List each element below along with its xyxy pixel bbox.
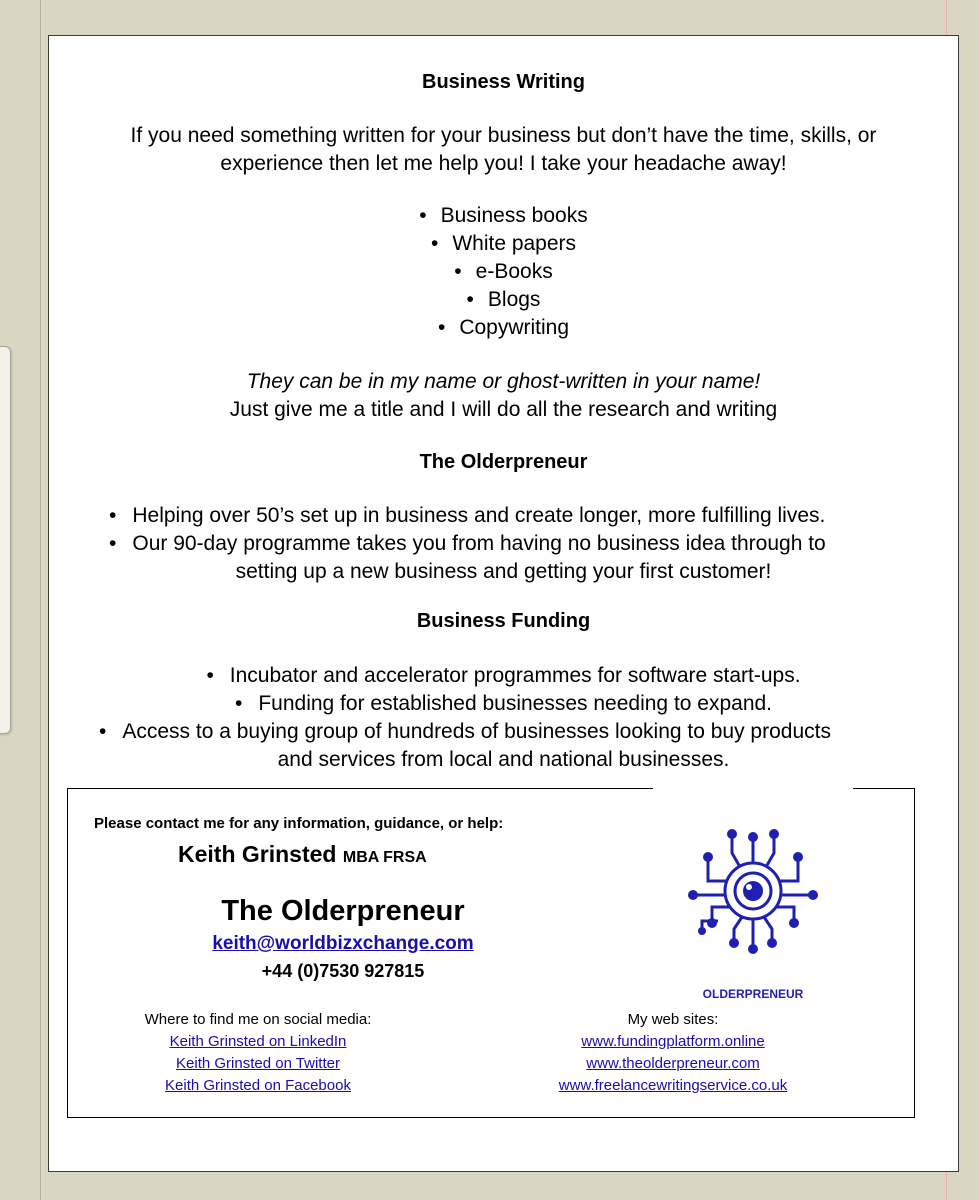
social-header: Where to find me on social media: <box>144 1011 372 1028</box>
list-item: • Helping over 50’s set up in business and create longer, more fulfilling lives. <box>109 504 826 527</box>
twitter-link[interactable]: Keith Grinsted on Twitter <box>176 1055 340 1072</box>
page-margin-left <box>40 0 41 1200</box>
list-item: • Incubator and accelerator programmes for software start-ups. <box>206 664 801 687</box>
freelancewriting-link[interactable]: www.freelancewritingservice.co.uk <box>558 1077 788 1094</box>
linkedin-link[interactable]: Keith Grinsted on LinkedIn <box>169 1033 347 1050</box>
section-title-business-writing: Business Writing <box>422 71 585 93</box>
ghostwriting-note <box>49 368 958 424</box>
contact-name: Keith Grinsted <box>178 841 337 867</box>
list-item: • Access to a buying group of hundreds of businesses looking to buy products <box>99 720 831 743</box>
contact-name-line <box>178 841 427 868</box>
document-page <box>48 35 959 1172</box>
contact-intro: Please contact me for any information, guidance, or help: <box>94 815 504 832</box>
note-plain: Just give me a title and I will do all the research and writing <box>229 398 778 421</box>
side-panel-tab[interactable] <box>0 346 11 734</box>
list-item: • White papers <box>430 232 577 255</box>
brand-name: The Olderpreneur <box>221 895 465 927</box>
list-item: • Blogs <box>466 288 541 311</box>
web-header: My web sites: <box>627 1011 719 1028</box>
fundingplatform-link[interactable]: www.fundingplatform.online <box>581 1033 765 1050</box>
list-item: • Business books <box>419 204 588 227</box>
intro-line-1: If you need something written for your business but don’t have the time, skills, or <box>130 124 877 147</box>
email-link[interactable]: keith@worldbizxchange.com <box>212 933 474 954</box>
facebook-link[interactable]: Keith Grinsted on Facebook <box>165 1077 351 1094</box>
olderpreneur-bullet2-cont: setting up a new business and getting your first customer! <box>235 560 772 583</box>
contact-credentials: MBA FRSA <box>342 849 427 866</box>
olderpreneur-site-link[interactable]: www.theolderpreneur.com <box>586 1055 760 1072</box>
section-title-funding: Business Funding <box>416 610 591 632</box>
web-sites-column <box>523 1009 823 1097</box>
intro-paragraph <box>49 122 958 178</box>
funding-bullet3-cont: and services from local and national businesses. <box>277 748 730 771</box>
list-item: • e-Books <box>454 260 553 283</box>
contact-box <box>67 788 915 1118</box>
list-item: • Copywriting <box>437 316 570 339</box>
box-border-gap <box>653 787 853 791</box>
logo-text: OLDERPRENEUR <box>702 987 804 1001</box>
phone-number: +44 (0)7530 927815 <box>261 961 425 981</box>
intro-line-2: experience then let me help you! I take your headache away! <box>220 152 787 175</box>
services-list <box>49 202 958 342</box>
section-title-olderpreneur: The Olderpreneur <box>419 451 588 473</box>
social-media-column <box>108 1009 408 1097</box>
list-item: • Our 90-day programme takes you from having no business idea through to <box>109 532 826 555</box>
olderpreneur-logo-icon <box>688 829 818 969</box>
list-item: • Funding for established businesses needing to expand. <box>234 692 773 715</box>
note-italic: They can be in my name or ghost-written in your name! <box>246 370 761 393</box>
